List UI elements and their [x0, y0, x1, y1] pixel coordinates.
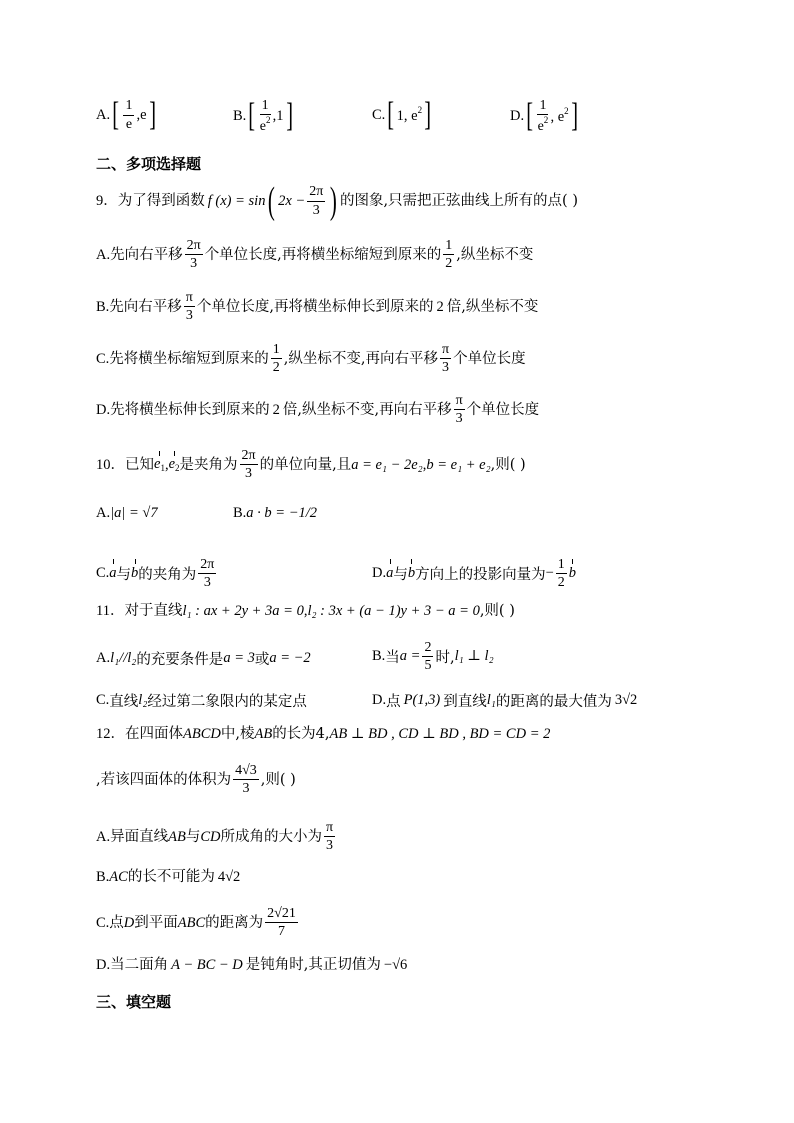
vector-e2: $e_2$	[168, 455, 180, 473]
right-bracket: ]	[424, 96, 432, 133]
left-bracket: [	[112, 96, 120, 133]
option-label: B.	[233, 107, 247, 124]
q8-option-c: C. [ 1, $e^2$ ]	[372, 96, 432, 133]
fraction: $\frac{1}{e^2}$	[259, 98, 271, 135]
fraction: $\frac{1}{2}$	[272, 342, 280, 376]
question-10-option-c: C. a 与 b 的夹角为 $\frac{2\pi}{3}$	[96, 557, 215, 591]
q8-option-a: A. [ $\frac{1}{e}$ ,e ]	[96, 96, 156, 133]
fraction: $\frac{\pi}{3}$	[325, 820, 334, 854]
right-bracket: ]	[148, 96, 156, 133]
question-9-option-d: D. 先将横坐标伸长到原来的 2 倍,纵坐标不变,再向右平移 $\frac{\pi}{3}$ 个单位长度	[96, 393, 540, 427]
option-label: C.	[372, 106, 386, 123]
fraction: $\frac{2\pi}{3}$	[200, 557, 215, 591]
question-9-option-c: C. 先将横坐标缩短到原来的 $\frac{1}{2}$ ,纵坐标不变,再向右平移 $\frac{\pi}{3}$ 个单位长度	[96, 342, 526, 376]
question-10-option-a: A. |a| = √7	[96, 505, 158, 521]
left-bracket: [	[526, 97, 534, 135]
fraction: $\frac{4√3}{3}$	[235, 763, 257, 797]
question-11-option-a: A. l₁//l₂ 的充要条件是 a = 3 或 a = −2	[96, 650, 311, 668]
left-bracket: [	[387, 96, 395, 133]
question-12-stem-line2: ,若该四面体的体积为 $\frac{4√3}{3}$ ,则( )	[96, 763, 296, 797]
fraction: $\frac{2√21}{7}$	[267, 906, 296, 940]
section-heading-fill-in: 三、填空题	[96, 993, 172, 1011]
question-9-stem: 9． 为了得到函数 f (x) = sin ( 2x − $\frac{2\pi}{3}$ ) 的图象,只需把正弦曲线上所有的点( )	[96, 180, 578, 222]
question-9-option-b: B. 先向右平移 $\frac{\pi}{3}$ 个单位长度,再将横坐标伸长到原来的 2 倍,纵坐标不变	[96, 290, 539, 324]
question-10-option-d: D. a 与 b 方向上的投影向量为 − $\frac{1}{2}$ b	[372, 557, 577, 591]
question-12-option-c: C. 点 D 到平面 ABC 的距离为 $\frac{2√21}{7}$	[96, 906, 296, 940]
question-10-option-b: B. a · b = −1/2	[233, 505, 318, 521]
q8-option-b: B. [ $\frac{1}{e^2}$ ,1 ]	[233, 97, 293, 135]
question-12-option-d: D. 当二面角 A − BC − D 是钝角时,其正切值为 −√6	[96, 957, 408, 973]
left-bracket: [	[248, 97, 256, 135]
fraction: $\frac{\pi}{3}$	[455, 393, 463, 427]
fraction: $\frac{1}{e^2}$	[537, 98, 549, 135]
fraction: $\frac{2\pi}{3}$	[241, 448, 256, 482]
option-label: A.	[96, 106, 111, 123]
question-11-stem: 11． 对于直线 l₁ : ax + 2y + 3a = 0 , l₂ : 3x + (a − 1)y + 3 − a = 0 ,则( )	[96, 603, 515, 619]
question-11-option-b: B. 当 a = $\frac{2}{5}$ 时, l₁ ⊥ l₂	[372, 640, 494, 674]
fraction: $\frac{\pi}{3}$	[442, 342, 450, 376]
fraction: $\frac{1}{e}$	[125, 98, 133, 132]
fraction: $\frac{2}{5}$	[424, 640, 432, 674]
question-11-option-c: C. 直线 l₂ 经过第二象限内的某定点	[96, 692, 307, 710]
option-label: D.	[510, 107, 525, 124]
question-9-option-a: A. 先向右平移 $\frac{2\pi}{3}$ 个单位长度,再将横坐标缩短到原来的 $\frac{1}{2}$ ,纵坐标不变	[96, 238, 534, 272]
fraction: $\frac{2\pi}{3}$	[309, 184, 324, 218]
question-12-stem: 12． 在四面体 ABCD 中,棱 AB 的长为4, AB ⊥ BD , CD ⊥ BD , BD = CD = 2	[96, 726, 551, 742]
section-heading-multiple-choice: 二、多项选择题	[96, 155, 202, 173]
fraction: $\frac{2\pi}{3}$	[186, 238, 201, 272]
right-bracket: ]	[285, 97, 293, 135]
vector-e1: $e_1$	[154, 455, 165, 473]
question-10-stem: 10． 已知 $e_1$ , $e_2$ 是夹角为 $\frac{2\pi}{3}$ 的单位向量,且 a = e₁ − 2e₂ , b = e₁ + e₂ ,则( )	[96, 448, 526, 482]
q8-option-d: D. [ $\frac{1}{e^2}$ , $e^2$ ]	[510, 97, 578, 135]
question-12-option-a: A. 异面直线 AB 与 CD 所成角的大小为 $\frac{\pi}{3}$	[96, 820, 334, 854]
fraction: $\frac{1}{2}$	[445, 238, 453, 272]
fraction: $\frac{1}{2}$	[557, 557, 565, 591]
right-bracket: ]	[570, 97, 578, 135]
question-12-option-b: B. AC 的长不可能为 4√2	[96, 869, 241, 885]
fraction: $\frac{\pi}{3}$	[185, 290, 193, 324]
question-11-option-d: D. 点 P(1,3) 到直线 l₁ 的距离的最大值为 3√2	[372, 692, 638, 710]
